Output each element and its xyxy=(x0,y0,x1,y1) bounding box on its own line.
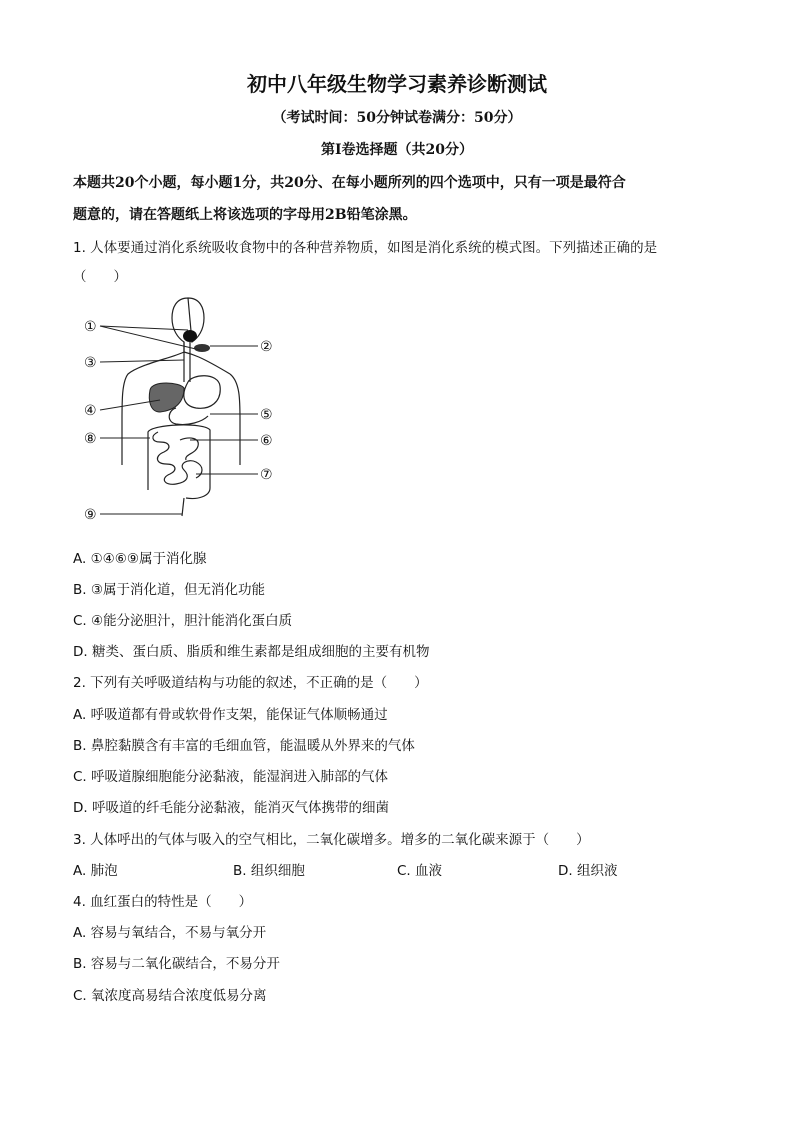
question-4-option-c: C. 氧浓度高易结合浓度低易分离 xyxy=(73,988,267,1004)
question-1-option-d: D. 糖类、蛋白质、脂质和维生素都是组成细胞的主要有机物 xyxy=(73,644,430,660)
instructions-line-1: 本题共20个小题，每小题1分，共20分、在每小题所列的四个选项中，只有一项是最符合 xyxy=(73,175,626,191)
diagram-label-1: ① xyxy=(84,319,97,335)
question-1-option-a: A. ①④⑥⑨属于消化腺 xyxy=(73,551,207,567)
question-2-option-a: A. 呼吸道都有骨或软骨作支架，能保证气体顺畅通过 xyxy=(73,707,388,723)
exam-info: （考试时间：50分钟试卷满分：50分） xyxy=(272,110,522,126)
question-3-option-a: A. 肺泡 xyxy=(73,863,118,879)
question-4-option-a: A. 容易与氧结合，不易与氧分开 xyxy=(73,925,267,941)
question-3-option-c: C. 血液 xyxy=(397,863,443,879)
question-2-stem: 2. 下列有关呼吸道结构与功能的叙述，不正确的是（ ） xyxy=(73,675,428,691)
diagram-label-6: ⑥ xyxy=(260,433,273,449)
diagram-label-4: ④ xyxy=(84,403,97,419)
diagram-label-5: ⑤ xyxy=(260,407,273,423)
question-1-answer-blank: （ ） xyxy=(73,269,127,285)
diagram-label-8: ⑧ xyxy=(84,431,97,447)
instructions-line-2: 题意的，请在答题纸上将该选项的字母用2B铅笔涂黑。 xyxy=(73,207,417,223)
question-1-option-b: B. ③属于消化道，但无消化功能 xyxy=(73,582,265,598)
diagram-label-2: ② xyxy=(260,339,273,355)
diagram-label-3: ③ xyxy=(84,355,97,371)
question-3-option-b: B. 组织细胞 xyxy=(233,863,305,879)
question-1-option-c: C. ④能分泌胆汁，胆汁能消化蛋白质 xyxy=(73,613,293,629)
diagram-label-7: ⑦ xyxy=(260,467,273,483)
question-1-stem: 1. 人体要通过消化系统吸收食物中的各种营养物质，如图是消化系统的模式图。下列描述正确的是 xyxy=(73,240,658,256)
page-title: 初中八年级生物学习素养诊断测试 xyxy=(247,72,547,96)
question-4-option-b: B. 容易与二氧化碳结合，不易分开 xyxy=(73,956,280,972)
question-3-stem: 3. 人体呼出的气体与吸入的空气相比，二氧化碳增多。增多的二氧化碳来源于（ ） xyxy=(73,832,590,848)
question-4-stem: 4. 血红蛋白的特性是（ ） xyxy=(73,894,253,910)
digestive-system-diagram xyxy=(80,290,290,530)
question-3-option-d: D. 组织液 xyxy=(558,863,618,879)
section-heading: 第Ⅰ卷选择题（共20分） xyxy=(320,142,474,158)
question-2-option-c: C. 呼吸道腺细胞能分泌黏液，能湿润进入肺部的气体 xyxy=(73,769,389,785)
question-2-option-b: B. 鼻腔黏膜含有丰富的毛细血管，能温暖从外界来的气体 xyxy=(73,738,415,754)
diagram-label-9: ⑨ xyxy=(84,507,97,523)
question-2-option-d: D. 呼吸道的纤毛能分泌黏液，能消灭气体携带的细菌 xyxy=(73,800,389,816)
